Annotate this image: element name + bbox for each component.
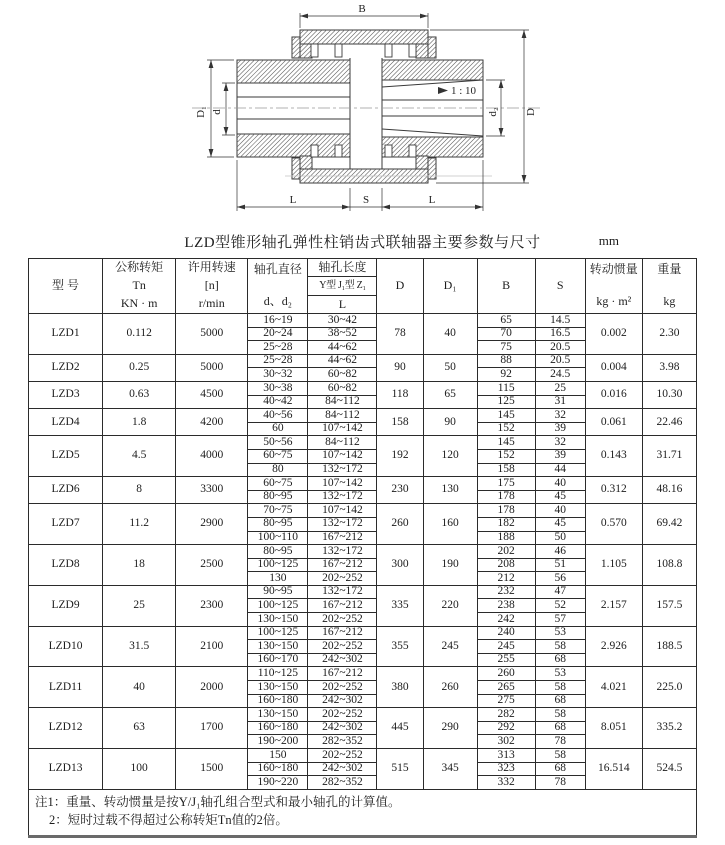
coupling-drawing [0, 0, 725, 228]
table-row [29, 381, 697, 395]
model-cell: LZD12 [29, 708, 103, 749]
bore-len-cell: 202~252 [308, 572, 377, 586]
weight-cell: 335.2 [642, 708, 696, 749]
bore-len-cell: 167~212 [308, 667, 377, 681]
bore-dia-cell: 30~38 [248, 381, 308, 395]
bore-len-cell: 202~252 [308, 749, 377, 763]
bore-len-cell: 132~172 [308, 517, 377, 531]
weight-cell: 2.30 [642, 314, 696, 355]
B-cell: 178 [477, 490, 535, 504]
model-cell: LZD7 [29, 504, 103, 545]
model-cell: LZD3 [29, 381, 103, 408]
bore-len-cell: 107~142 [308, 504, 377, 518]
note-line-1: 注1：重量、转动惯量是按Y/J₁轴孔组合型式和最小轴孔的计算值。 [35, 794, 401, 809]
bore-len-cell: 242~302 [308, 762, 377, 776]
S-cell: 57 [535, 613, 585, 627]
B-cell: 323 [477, 762, 535, 776]
S-cell: 51 [535, 558, 585, 572]
B-cell: 275 [477, 694, 535, 708]
torque-cell: 0.25 [103, 354, 176, 381]
B-cell: 115 [477, 381, 535, 395]
S-cell: 39 [535, 449, 585, 463]
bore-dia-cell: 90~95 [248, 585, 308, 599]
B-cell: 145 [477, 436, 535, 450]
S-cell: 47 [535, 585, 585, 599]
bore-dia-cell: 100~125 [248, 599, 308, 613]
bore-dia-cell: 160~170 [248, 653, 308, 667]
B-cell: 302 [477, 735, 535, 749]
bore-dia-cell: 130~150 [248, 613, 308, 627]
D1-cell: 90 [423, 409, 477, 436]
bore-dia-cell: 40~42 [248, 395, 308, 409]
bore-len-cell: 84~112 [308, 395, 377, 409]
bore-dia-cell: 80 [248, 463, 308, 477]
S-cell: 58 [535, 749, 585, 763]
dim-label-L-right: L [428, 194, 436, 206]
S-cell: 20.5 [535, 354, 585, 368]
bore-len-cell: 30~42 [308, 314, 377, 328]
bore-dia-cell: 25~28 [248, 354, 308, 368]
bore-len-cell: 202~252 [308, 640, 377, 654]
bore-len-cell: 282~352 [308, 776, 377, 790]
D-cell: 445 [377, 708, 423, 749]
col-header-D1: D₁ [423, 259, 477, 314]
D-cell: 118 [377, 381, 423, 408]
col-header-torque: 公称转矩 Tn KN · m [103, 259, 176, 314]
torque-cell: 25 [103, 585, 176, 626]
bore-len-cell: 132~172 [308, 585, 377, 599]
B-cell: 92 [477, 368, 535, 382]
taper-label: 1 : 10 [451, 85, 477, 97]
col-header-speed: 许用转速 [n] r/min [176, 259, 248, 314]
bore-dia-cell: 130 [248, 572, 308, 586]
D-cell: 230 [377, 477, 423, 504]
bore-len-cell: 242~302 [308, 721, 377, 735]
table-row [29, 626, 697, 640]
B-cell: 182 [477, 517, 535, 531]
table-row [29, 477, 697, 491]
B-cell: 265 [477, 681, 535, 695]
S-cell: 39 [535, 422, 585, 436]
D1-cell: 65 [423, 381, 477, 408]
D-cell: 300 [377, 545, 423, 586]
model-cell: LZD2 [29, 354, 103, 381]
B-cell: 202 [477, 545, 535, 559]
speed-cell: 2500 [176, 545, 248, 586]
bore-dia-cell: 60~75 [248, 477, 308, 491]
weight-cell: 10.30 [642, 381, 696, 408]
table-row [29, 409, 697, 423]
bore-dia-cell: 60 [248, 422, 308, 436]
col-header-D: D [377, 259, 423, 314]
inertia-cell: 0.016 [585, 381, 642, 408]
bore-dia-cell: 30~32 [248, 368, 308, 382]
hatched-sections [237, 30, 483, 183]
speed-cell: 1500 [176, 749, 248, 790]
B-cell: 232 [477, 585, 535, 599]
S-cell: 68 [535, 694, 585, 708]
inertia-cell: 2.926 [585, 626, 642, 667]
table-row [29, 585, 697, 599]
S-cell: 25 [535, 381, 585, 395]
bore-dia-cell: 100~110 [248, 531, 308, 545]
bore-len-cell: 84~112 [308, 436, 377, 450]
bore-len-cell: 167~212 [308, 531, 377, 545]
col-header-inertia: 转动惯量 kg · m² [585, 259, 642, 314]
speed-cell: 5000 [176, 354, 248, 381]
bore-dia-cell: 60~75 [248, 449, 308, 463]
inertia-cell: 2.157 [585, 585, 642, 626]
B-cell: 178 [477, 504, 535, 518]
S-cell: 68 [535, 762, 585, 776]
D1-cell: 245 [423, 626, 477, 667]
bore-len-cell: 107~142 [308, 477, 377, 491]
B-cell: 242 [477, 613, 535, 627]
weight-cell: 225.0 [642, 667, 696, 708]
torque-cell: 18 [103, 545, 176, 586]
D1-cell: 120 [423, 436, 477, 477]
dim-label-S: S [362, 194, 370, 206]
S-cell: 53 [535, 626, 585, 640]
speed-cell: 4200 [176, 409, 248, 436]
D-cell: 78 [377, 314, 423, 355]
bore-dia-cell: 100~125 [248, 558, 308, 572]
bore-dia-cell: 70~75 [248, 504, 308, 518]
B-cell: 238 [477, 599, 535, 613]
bore-len-cell: 202~252 [308, 708, 377, 722]
bore-len-cell: 132~172 [308, 490, 377, 504]
dim-label-d2: d₂ [487, 107, 499, 117]
speed-cell: 4000 [176, 436, 248, 477]
inertia-cell: 0.004 [585, 354, 642, 381]
model-cell: LZD6 [29, 477, 103, 504]
S-cell: 56 [535, 572, 585, 586]
bore-dia-cell: 25~28 [248, 341, 308, 355]
dim-label-d: d [211, 109, 223, 115]
bore-len-cell: 44~62 [308, 341, 377, 355]
B-cell: 70 [477, 327, 535, 341]
D1-cell: 290 [423, 708, 477, 749]
speed-cell: 3300 [176, 477, 248, 504]
S-cell: 40 [535, 504, 585, 518]
model-cell: LZD8 [29, 545, 103, 586]
table-row [29, 504, 697, 518]
B-cell: 188 [477, 531, 535, 545]
B-cell: 152 [477, 449, 535, 463]
weight-cell: 31.71 [642, 436, 696, 477]
S-cell: 16.5 [535, 327, 585, 341]
bore-dia-cell: 190~220 [248, 776, 308, 790]
B-cell: 75 [477, 341, 535, 355]
B-cell: 292 [477, 721, 535, 735]
D-cell: 158 [377, 409, 423, 436]
B-cell: 175 [477, 477, 535, 491]
D1-cell: 190 [423, 545, 477, 586]
B-cell: 260 [477, 667, 535, 681]
S-cell: 32 [535, 436, 585, 450]
B-cell: 88 [477, 354, 535, 368]
speed-cell: 2100 [176, 626, 248, 667]
D-cell: 260 [377, 504, 423, 545]
bore-dia-cell: 100~125 [248, 626, 308, 640]
bore-len-cell: 167~212 [308, 599, 377, 613]
bore-len-cell: 44~62 [308, 354, 377, 368]
title-row [28, 231, 697, 253]
table-row [29, 354, 697, 368]
inertia-cell: 4.021 [585, 667, 642, 708]
speed-cell: 4500 [176, 381, 248, 408]
table-row [29, 314, 697, 328]
bore-len-cell: 167~212 [308, 558, 377, 572]
S-cell: 78 [535, 735, 585, 749]
B-cell: 332 [477, 776, 535, 790]
bore-dia-cell: 20~24 [248, 327, 308, 341]
S-cell: 78 [535, 776, 585, 790]
B-cell: 145 [477, 409, 535, 423]
B-cell: 152 [477, 422, 535, 436]
bore-dia-cell: 80~95 [248, 490, 308, 504]
dim-label-D: D [525, 108, 537, 116]
bore-dia-cell: 190~200 [248, 735, 308, 749]
inertia-cell: 0.143 [585, 436, 642, 477]
bore-len-cell: 107~142 [308, 422, 377, 436]
table-row [29, 545, 697, 559]
B-cell: 240 [477, 626, 535, 640]
torque-cell: 40 [103, 667, 176, 708]
page-title: LZD型锥形轴孔弹性柱销齿式联轴器主要参数与尺寸 [184, 235, 541, 251]
D-cell: 355 [377, 626, 423, 667]
bore-dia-cell: 16~19 [248, 314, 308, 328]
S-cell: 46 [535, 545, 585, 559]
D-cell: 515 [377, 749, 423, 790]
torque-cell: 8 [103, 477, 176, 504]
weight-cell: 108.8 [642, 545, 696, 586]
B-cell: 255 [477, 653, 535, 667]
bore-dia-cell: 40~56 [248, 409, 308, 423]
torque-cell: 0.63 [103, 381, 176, 408]
bore-dia-cell: 160~180 [248, 721, 308, 735]
model-cell: LZD13 [29, 749, 103, 790]
inertia-cell: 16.514 [585, 749, 642, 790]
inertia-cell: 0.570 [585, 504, 642, 545]
D1-cell: 50 [423, 354, 477, 381]
bore-len-cell: 132~172 [308, 463, 377, 477]
S-cell: 58 [535, 640, 585, 654]
D-cell: 335 [377, 585, 423, 626]
param-table [28, 258, 697, 838]
weight-cell: 48.16 [642, 477, 696, 504]
torque-cell: 11.2 [103, 504, 176, 545]
S-cell: 31 [535, 395, 585, 409]
speed-cell: 2300 [176, 585, 248, 626]
bore-dia-cell: 150 [248, 749, 308, 763]
dim-label-L-left: L [289, 194, 297, 206]
table-header [29, 259, 697, 314]
B-cell: 313 [477, 749, 535, 763]
bore-dia-cell: 80~95 [248, 545, 308, 559]
S-cell: 24.5 [535, 368, 585, 382]
B-cell: 208 [477, 558, 535, 572]
bore-dia-cell: 130~150 [248, 681, 308, 695]
S-cell: 58 [535, 708, 585, 722]
inertia-cell: 0.312 [585, 477, 642, 504]
col-header-bore-dia: 轴孔直径 d、d₂ [248, 259, 308, 314]
param-table-body [29, 314, 697, 790]
B-cell: 125 [477, 395, 535, 409]
D1-cell: 40 [423, 314, 477, 355]
torque-cell: 4.5 [103, 436, 176, 477]
inertia-cell: 1.105 [585, 545, 642, 586]
torque-cell: 63 [103, 708, 176, 749]
torque-cell: 1.8 [103, 409, 176, 436]
D1-cell: 260 [423, 667, 477, 708]
S-cell: 44 [535, 463, 585, 477]
note-line-2: 2：短时过载不得超过公称转矩Tn值的2倍。 [49, 812, 288, 827]
col-header-weight: 重量 kg [642, 259, 696, 314]
torque-cell: 31.5 [103, 626, 176, 667]
bore-len-cell: 242~302 [308, 653, 377, 667]
model-cell: LZD5 [29, 436, 103, 477]
S-cell: 32 [535, 409, 585, 423]
table-footer [29, 789, 697, 836]
bore-len-cell: 38~52 [308, 327, 377, 341]
speed-cell: 2900 [176, 504, 248, 545]
S-cell: 45 [535, 517, 585, 531]
inertia-cell: 0.002 [585, 314, 642, 355]
B-cell: 282 [477, 708, 535, 722]
inertia-cell: 8.051 [585, 708, 642, 749]
D1-cell: 130 [423, 477, 477, 504]
D-cell: 192 [377, 436, 423, 477]
D1-cell: 220 [423, 585, 477, 626]
bore-len-cell: 242~302 [308, 694, 377, 708]
S-cell: 40 [535, 477, 585, 491]
model-cell: LZD10 [29, 626, 103, 667]
B-cell: 245 [477, 640, 535, 654]
table-row [29, 708, 697, 722]
torque-cell: 0.112 [103, 314, 176, 355]
S-cell: 20.5 [535, 341, 585, 355]
bore-dia-cell: 130~150 [248, 640, 308, 654]
speed-cell: 1700 [176, 708, 248, 749]
speed-cell: 5000 [176, 314, 248, 355]
unit-label: mm [598, 233, 619, 248]
S-cell: 58 [535, 681, 585, 695]
dim-label-D1: D₁ [195, 106, 207, 118]
bore-len-cell: 60~82 [308, 381, 377, 395]
S-cell: 14.5 [535, 314, 585, 328]
bore-len-cell: 60~82 [308, 368, 377, 382]
col-header-model: 型 号 [29, 259, 103, 314]
bore-len-cell: 202~252 [308, 613, 377, 627]
S-cell: 68 [535, 721, 585, 735]
speed-cell: 2000 [176, 667, 248, 708]
D-cell: 90 [377, 354, 423, 381]
col-header-bore-len: 轴孔长度 Y型 J₁型 Z₁ L [308, 259, 377, 314]
S-cell: 52 [535, 599, 585, 613]
model-cell: LZD11 [29, 667, 103, 708]
notes-cell [29, 789, 697, 836]
model-cell: LZD1 [29, 314, 103, 355]
taper-arrow-icon [438, 87, 448, 94]
S-cell: 45 [535, 490, 585, 504]
bore-len-cell: 202~252 [308, 681, 377, 695]
bore-dia-cell: 160~180 [248, 694, 308, 708]
model-cell: LZD4 [29, 409, 103, 436]
B-cell: 65 [477, 314, 535, 328]
table-row [29, 667, 697, 681]
inertia-cell: 0.061 [585, 409, 642, 436]
col-header-S: S [535, 259, 585, 314]
bore-len-cell: 107~142 [308, 449, 377, 463]
bore-len-cell: 167~212 [308, 626, 377, 640]
B-cell: 158 [477, 463, 535, 477]
weight-cell: 157.5 [642, 585, 696, 626]
weight-cell: 188.5 [642, 626, 696, 667]
torque-cell: 100 [103, 749, 176, 790]
D-cell: 380 [377, 667, 423, 708]
col-header-B: B [477, 259, 535, 314]
bore-dia-cell: 50~56 [248, 436, 308, 450]
bore-len-cell: 84~112 [308, 409, 377, 423]
bore-dia-cell: 110~125 [248, 667, 308, 681]
weight-cell: 3.98 [642, 354, 696, 381]
model-cell: LZD9 [29, 585, 103, 626]
B-cell: 212 [477, 572, 535, 586]
bore-dia-cell: 160~180 [248, 762, 308, 776]
bore-len-cell: 282~352 [308, 735, 377, 749]
S-cell: 50 [535, 531, 585, 545]
table-row [29, 436, 697, 450]
table-row [29, 749, 697, 763]
weight-cell: 69.42 [642, 504, 696, 545]
S-cell: 53 [535, 667, 585, 681]
D1-cell: 160 [423, 504, 477, 545]
bore-len-cell: 132~172 [308, 545, 377, 559]
bore-dia-cell: 130~150 [248, 708, 308, 722]
weight-cell: 22.46 [642, 409, 696, 436]
weight-cell: 524.5 [642, 749, 696, 790]
bore-dia-cell: 80~95 [248, 517, 308, 531]
D1-cell: 345 [423, 749, 477, 790]
dim-label-B: B [358, 3, 366, 15]
S-cell: 68 [535, 653, 585, 667]
